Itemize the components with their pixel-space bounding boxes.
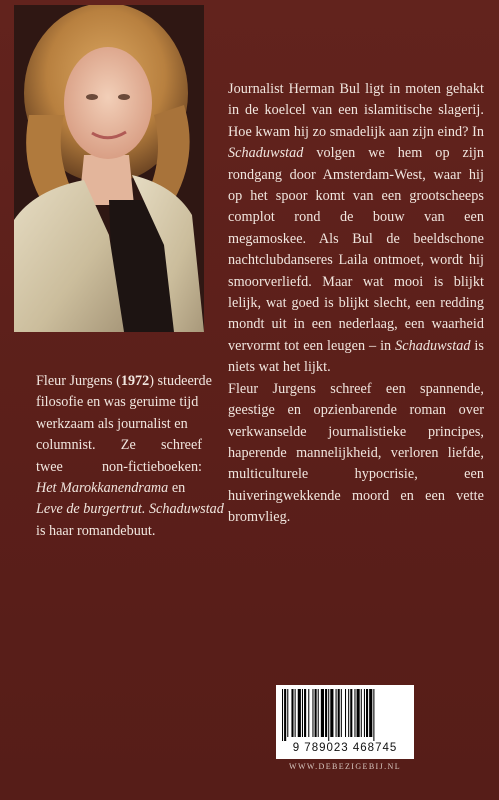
barcode-bar — [364, 689, 365, 737]
barcode-bar — [328, 689, 329, 741]
author-portrait-image — [14, 5, 204, 332]
book-title: Schaduwstad — [395, 337, 471, 354]
barcode-bar — [361, 689, 362, 737]
barcode-bar — [341, 689, 342, 737]
barcode-bar — [287, 689, 288, 737]
barcode-bar — [325, 689, 327, 737]
book-title: Leve de burgertrut. — [36, 501, 146, 518]
barcode-bar — [295, 689, 296, 737]
barcode-bar — [304, 689, 306, 737]
barcode-bar — [369, 689, 372, 737]
barcode-bar — [308, 689, 309, 737]
book-title: Schaduwstad — [228, 145, 304, 162]
barcode-bar — [302, 689, 303, 737]
barcode-bar — [330, 689, 333, 737]
barcode-bar — [298, 689, 301, 737]
barcode-bar — [366, 689, 368, 737]
barcode-bar — [318, 689, 319, 737]
barcode-bar — [315, 689, 317, 737]
isbn-number: 9 789023 468745 — [292, 742, 398, 754]
book-title: Het Marokkanendrama — [36, 480, 169, 497]
barcode-bar — [348, 689, 349, 737]
barcode-bar — [336, 689, 337, 737]
barcode-bar — [350, 689, 352, 737]
blurb-paragraph-1: Journalist Herman Bul ligt in moten gehakt in de koelcel van een islamitische slagerij. Hoe kwam hij zo smadelijk aan zijn eind? In Schaduwstad volgen we hem op zijn rondgang door Amsterdam-West, waar hij op het spoor komt van een grootscheeps complot rond de bouw van een megamoskee. Als Bul de beeldschone nachtclubdanseres Laila ontmoet, wordt hij smoorverliefd. Maar wat mooi is blijkt lelijk, wat goed is blijkt slecht, een redding mondt uit in een nederlaag, een waarheid vervormt tot een leugen – in Schaduwstad is niets wat het lijkt. — [228, 81, 484, 376]
barcode-bar — [284, 689, 286, 741]
birth-year: 1972 — [120, 373, 150, 389]
author-photo — [14, 5, 204, 332]
barcode-bar — [338, 689, 340, 737]
barcode-bar — [357, 689, 360, 737]
blurb-text — [228, 79, 484, 529]
isbn-barcode — [276, 685, 414, 759]
barcode-bar — [282, 689, 283, 741]
book-title: Schaduwstad — [148, 501, 224, 518]
barcode-bar — [345, 689, 346, 737]
barcode-bar — [373, 689, 374, 741]
barcode-bar — [312, 689, 313, 737]
barcode-bar — [291, 689, 293, 737]
barcode-bar — [321, 689, 324, 737]
blurb-paragraph-2: Fleur Jurgens schreef een spannende, geestige en opzienbarende roman over verkwanselde journalistieke principes, haperende mannelijkheid, verloren liefde, multiculturele hypocrisie, een huiveringwekkende moord en een vette bromvlieg. — [228, 380, 484, 526]
barcode-bar — [354, 689, 355, 737]
publisher-website: WWW.DEBEZIGEBIJ.NL — [289, 762, 401, 771]
author-bio: Fleur Jurgens (1972) studeerde filosofie en was geruime tijd werkzaam als journalist en columnist. Ze schreef twee non-fictieboeken: Het Marokkanendrama en Leve de burgertrut. Schaduwstad is haar romandebuut. — [36, 373, 224, 539]
